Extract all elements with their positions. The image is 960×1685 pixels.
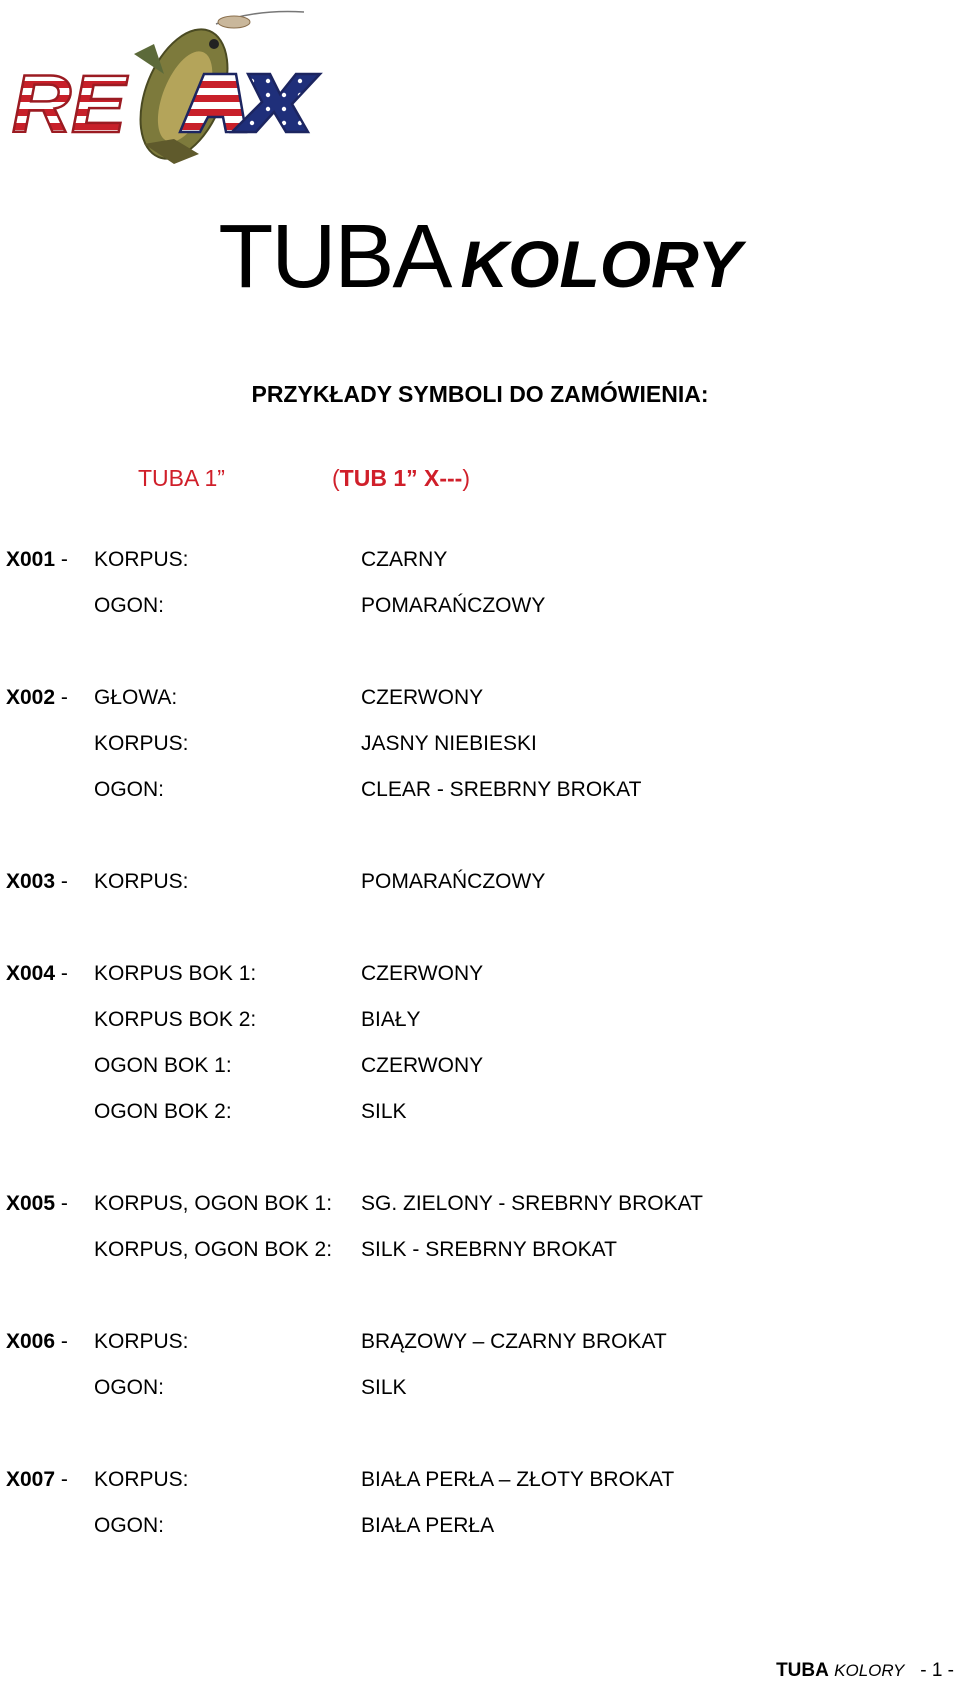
color-item-x003 (0, 870, 960, 916)
color-value: BIAŁA PERŁA – ZŁOTY BROKAT (361, 1468, 675, 1491)
page-title (0, 207, 960, 307)
item-code: X003 - (6, 870, 68, 893)
part-label: OGON: (94, 778, 165, 801)
part-label: KORPUS: (94, 1330, 189, 1353)
color-row (0, 1376, 960, 1422)
part-label: KORPUS: (94, 1468, 189, 1491)
color-value: BIAŁA PERŁA (361, 1514, 495, 1537)
color-row (0, 1238, 960, 1284)
item-code: X006 - (6, 1330, 68, 1353)
color-item-x005 (0, 1192, 960, 1284)
part-label: GŁOWA: (94, 686, 178, 709)
color-value: CZERWONY (361, 1054, 484, 1077)
color-item-x002 (0, 686, 960, 824)
title-main: TUBA (218, 207, 451, 307)
part-label: KORPUS, OGON BOK 2: (94, 1238, 333, 1261)
color-row (0, 1008, 960, 1054)
color-item-x006 (0, 1330, 960, 1422)
color-row (0, 1330, 960, 1376)
color-row (0, 1468, 960, 1514)
color-row (0, 594, 960, 640)
color-row (0, 686, 960, 732)
part-label: KORPUS BOK 2: (94, 1008, 257, 1031)
color-value: POMARAŃCZOWY (361, 594, 546, 617)
color-row (0, 870, 960, 916)
color-row (0, 1054, 960, 1100)
page-footer (776, 1660, 954, 1682)
color-row (0, 962, 960, 1008)
footer-title-italic: KOLORY (834, 1661, 905, 1680)
part-label: OGON BOK 1: (94, 1054, 232, 1077)
part-label: OGON BOK 2: (94, 1100, 232, 1123)
part-label: OGON: (94, 594, 165, 617)
example-code: (TUB 1” X---) (332, 465, 471, 491)
item-code: X007 - (6, 1468, 68, 1491)
svg-text:RE: RE (12, 59, 126, 150)
logo-graphic (4, 4, 324, 170)
color-value: CZARNY (361, 548, 448, 571)
color-row (0, 1514, 960, 1560)
page-number: - 1 - (920, 1660, 954, 1681)
part-label: OGON: (94, 1514, 165, 1537)
item-code: X001 - (6, 548, 68, 571)
section-heading: PRZYKŁADY SYMBOLI DO ZAMÓWIENIA: (251, 381, 709, 407)
part-label: KORPUS: (94, 548, 189, 571)
footer-title-bold: TUBA (776, 1660, 829, 1681)
item-code: X002 - (6, 686, 68, 709)
color-item-x001 (0, 548, 960, 640)
part-label: KORPUS: (94, 732, 189, 755)
part-label: KORPUS BOK 1: (94, 962, 257, 985)
color-value: JASNY NIEBIESKI (361, 732, 537, 755)
color-row (0, 1100, 960, 1146)
color-item-x004 (0, 962, 960, 1146)
item-code: X004 - (6, 962, 68, 985)
color-value: SG. ZIELONY - SREBRNY BROKAT (361, 1192, 703, 1215)
part-label: KORPUS: (94, 870, 189, 893)
part-label: OGON: (94, 1376, 165, 1399)
part-label: KORPUS, OGON BOK 1: (94, 1192, 333, 1215)
color-value: SILK (361, 1376, 407, 1399)
color-value: CZERWONY (361, 962, 484, 985)
color-row (0, 1192, 960, 1238)
color-value: CZERWONY (361, 686, 484, 709)
example-name: TUBA 1” (138, 465, 225, 491)
item-code: X005 - (6, 1192, 68, 1215)
color-value: SILK (361, 1100, 407, 1123)
color-value: BIAŁY (361, 1008, 421, 1031)
color-item-x007 (0, 1468, 960, 1560)
color-value: SILK - SREBRNY BROKAT (361, 1238, 617, 1261)
color-row (0, 548, 960, 594)
color-value: POMARAŃCZOWY (361, 870, 546, 893)
color-row (0, 778, 960, 824)
color-row (0, 732, 960, 778)
example-code-value: TUB 1” X--- (339, 465, 463, 491)
color-value: BRĄZOWY – CZARNY BROKAT (361, 1330, 667, 1353)
brand-logo (4, 4, 324, 170)
title-sub: KOLORY (460, 227, 742, 301)
color-value: CLEAR - SREBRNY BROKAT (361, 778, 642, 801)
